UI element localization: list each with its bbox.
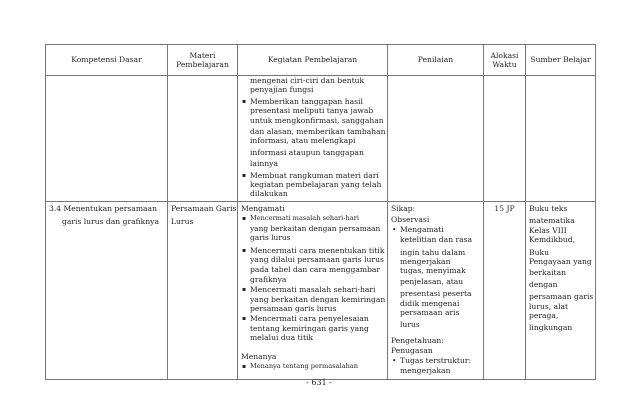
header-penilaian: Penilaian: [388, 45, 484, 76]
cell-penilaian: Sikap: Observasi • Mengamati ketelitian dan rasa ingin tahu dalam mengerjakan tugas, menyimak penjelasan, atau presentasi peserta didik mengenai persamaan aris lurus Pengetahuan: Penugasan • Tugas terstruktur: mengerjakan: [388, 201, 484, 379]
cell-sumber-empty: [526, 76, 596, 202]
list-item: ▪ Memberikan tanggapan hasil presentasi meliputi tanya jawab untuk mengkonfirmasi, sanggahan dan alasan, memberikan tambahan informasi, atau melengkapi informasi ataupun tanggapan lainnya: [241, 97, 384, 169]
list-item: • Tugas terstruktur: mengerjakan: [391, 356, 480, 376]
cell-kompetensi-empty: [46, 76, 168, 202]
cell-materi-pembelajaran: Persamaan Garis Lurus: [168, 201, 238, 379]
kegiatan-heading: Mengamati: [241, 203, 285, 213]
list-item: ▪ Mencermati cara penyelesaian tentang kemiringan garis yang melalui dua titik: [241, 314, 384, 342]
lesson-plan-table: [45, 44, 596, 380]
cell-alokasi-empty: [484, 76, 526, 202]
list-item: ▪ Mencermati masalah sehari-hari yang berkaitan dengan persamaan garis lurus: [241, 214, 384, 242]
cell-kegiatan-pembelajaran: [238, 201, 388, 379]
cell-penilaian-empty: [388, 76, 484, 202]
header-materi-pembelajaran: Materi Pembelajaran: [168, 45, 238, 76]
cell-kegiatan-continued: [238, 76, 388, 202]
list-item: ▪ Membuat rangkuman materi dari kegiatan pembelajaran yang telah dilakukan: [241, 171, 384, 199]
list-item: • Mengamati ketelitian dan rasa ingin tahu dalam mengerjakan tugas, menyimak penjelasan, atau presentasi peserta didik mengenai persamaan aris lurus: [391, 225, 480, 330]
header-kompetensi-dasar: Kompetensi Dasar: [46, 45, 168, 76]
list-item: ▪ Mencermati masalah sehari-hari yang berkaitan dengan kemiringan persamaan garis lurus: [241, 285, 384, 313]
list-item: ▪ Mencermati cara menentukan titik yang dilalui persamaan garis lurus pada tabel dan cara menggambar grafiknya: [241, 246, 384, 285]
list-item: mengenai ciri-ciri dan bentuk penyajian fungsi: [250, 76, 365, 95]
table-row: [46, 201, 596, 379]
cell-sumber-belajar: Buku teks matematika Kelas VIII Kemdikbud, Buku Pengayaan yang berkaitan dengan persamaan garis lurus, alat peraga, lingkungan: [526, 201, 596, 379]
header-kegiatan-pembelajaran: Kegiatan Pembelajaran: [238, 45, 388, 76]
page-number: - 631 -: [306, 378, 332, 387]
cell-materi-empty: [168, 76, 238, 202]
header-sumber-belajar: Sumber Belajar: [526, 45, 596, 76]
table-row: [46, 76, 596, 202]
table-header-row: [46, 45, 596, 76]
header-alokasi-waktu: Alokasi Waktu: [484, 45, 526, 76]
list-item: ▪ Menanya tentang permasalahan: [241, 362, 384, 371]
cell-alokasi-waktu: 15 JP: [484, 201, 526, 379]
kegiatan-heading: Menanya: [241, 351, 277, 361]
cell-kompetensi-dasar: 3.4 Menentukan persamaan garis lurus dan grafiknya: [46, 201, 168, 379]
